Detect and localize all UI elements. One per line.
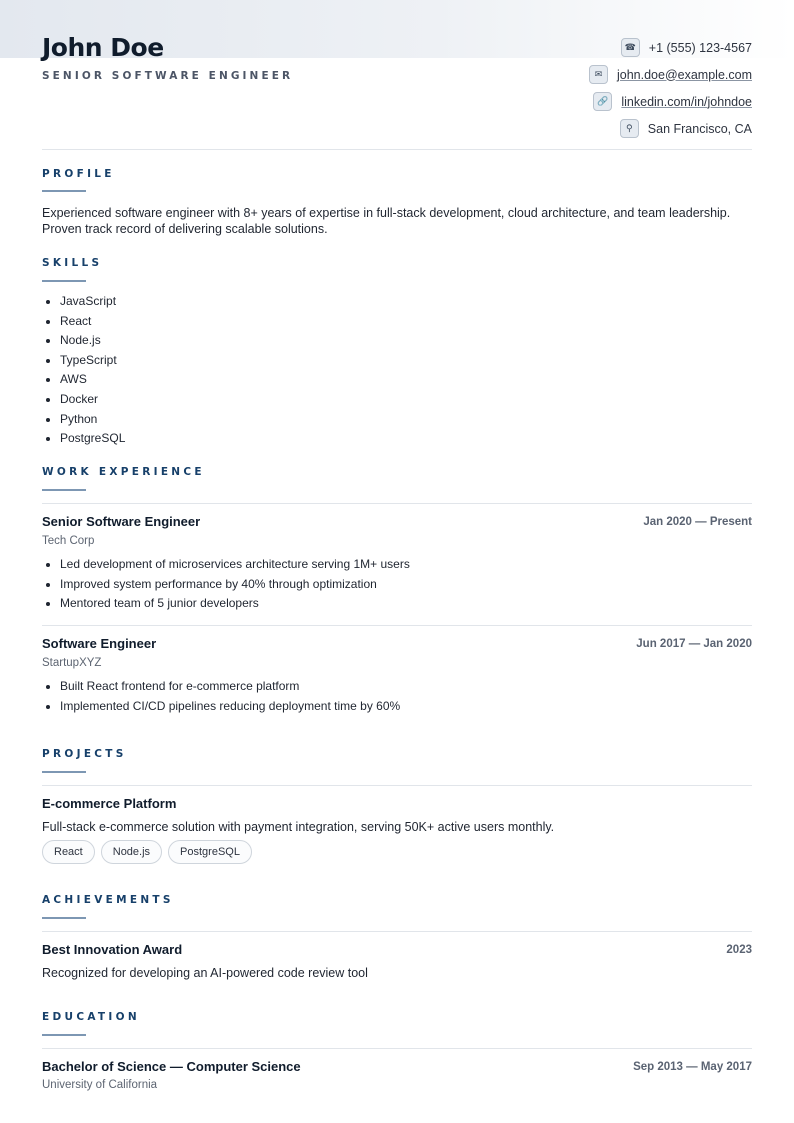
entry-divider — [42, 625, 752, 626]
job-bullets — [42, 555, 410, 614]
job-dates: Jun 2017 — Jan 2020 — [636, 638, 752, 650]
section-title-education: EDUCATION — [42, 1011, 140, 1023]
job-bullet: Mentored team of 5 junior developers — [42, 594, 410, 614]
profile-summary: Experienced software engineer with 8+ years of expertise in full-stack development, cloud architecture, and team leadership. Proven track record of delivering scalable solutions. — [42, 206, 731, 236]
email-link[interactable]: john.doe@example.com — [617, 67, 752, 82]
job-bullet: Led development of microservices architecture serving 1M+ users — [42, 555, 410, 575]
contact-email[interactable] — [452, 61, 752, 88]
achievement-title: Best Innovation Award — [42, 942, 183, 957]
entry-divider — [42, 931, 752, 932]
project-tags — [42, 840, 258, 864]
contact-phone — [452, 34, 752, 61]
phone-icon: ☎ — [621, 38, 640, 57]
link-icon: 🔗 — [593, 92, 612, 111]
entry-divider — [42, 1048, 752, 1049]
job-dates: Jan 2020 — Present — [643, 516, 752, 528]
job-bullet: Built React frontend for e-commerce platform — [42, 677, 400, 697]
section-title-experience: WORK EXPERIENCE — [42, 466, 205, 478]
candidate-name: John Doe — [42, 33, 164, 62]
contact-linkedin[interactable] — [452, 88, 752, 115]
project-description: Full-stack e-commerce solution with payment integration, serving 50K+ active users monthly. — [42, 820, 555, 834]
section-rule — [42, 1034, 86, 1036]
job-title: Senior Software Engineer — [42, 514, 201, 529]
linkedin-link[interactable]: linkedin.com/in/johndoe — [621, 94, 752, 109]
skills-list — [42, 292, 125, 449]
section-title-skills: SKILLS — [42, 257, 103, 269]
project-name: E-commerce Platform — [42, 796, 177, 811]
job-company: Tech Corp — [42, 535, 95, 547]
skill-item: React — [42, 312, 125, 332]
entry-divider — [42, 785, 752, 786]
skill-item: Docker — [42, 390, 125, 410]
job-bullet: Improved system performance by 40% through optimization — [42, 575, 410, 595]
job-bullet: Implemented CI/CD pipelines reducing deployment time by 60% — [42, 697, 400, 717]
skill-item: Node.js — [42, 331, 125, 351]
header-divider — [42, 149, 752, 150]
tech-tag: React — [42, 840, 95, 864]
skill-item: Python — [42, 410, 125, 430]
contact-list — [452, 34, 752, 142]
job-bullets — [42, 677, 400, 716]
resume-header — [42, 0, 752, 150]
phone-text: +1 (555) 123-4567 — [648, 40, 752, 55]
skill-item: PostgreSQL — [42, 429, 125, 449]
contact-location — [452, 115, 752, 142]
job-title: Software Engineer — [42, 636, 157, 651]
section-rule — [42, 190, 86, 192]
skill-item: AWS — [42, 370, 125, 390]
location-pin-icon: ⚲ — [620, 119, 639, 138]
candidate-title: SENIOR SOFTWARE ENGINEER — [42, 70, 294, 82]
education-school: University of California — [42, 1079, 158, 1091]
section-rule — [42, 771, 86, 773]
section-rule — [42, 917, 86, 919]
section-rule — [42, 280, 86, 282]
tech-tag: PostgreSQL — [168, 840, 252, 864]
achievement-description: Recognized for developing an AI-powered code review tool — [42, 966, 368, 980]
section-rule — [42, 489, 86, 491]
education-dates: Sep 2013 — May 2017 — [633, 1061, 752, 1073]
section-title-achievements: ACHIEVEMENTS — [42, 894, 174, 906]
email-icon: ✉ — [589, 65, 608, 84]
section-title-profile: PROFILE — [42, 168, 115, 180]
skill-item: JavaScript — [42, 292, 125, 312]
entry-divider — [42, 503, 752, 504]
tech-tag: Node.js — [101, 840, 162, 864]
skill-item: TypeScript — [42, 351, 125, 371]
achievement-year: 2023 — [726, 944, 752, 956]
section-title-projects: PROJECTS — [42, 748, 127, 760]
education-degree: Bachelor of Science — Computer Science — [42, 1059, 301, 1074]
location-text: San Francisco, CA — [647, 121, 752, 136]
job-company: StartupXYZ — [42, 657, 102, 669]
